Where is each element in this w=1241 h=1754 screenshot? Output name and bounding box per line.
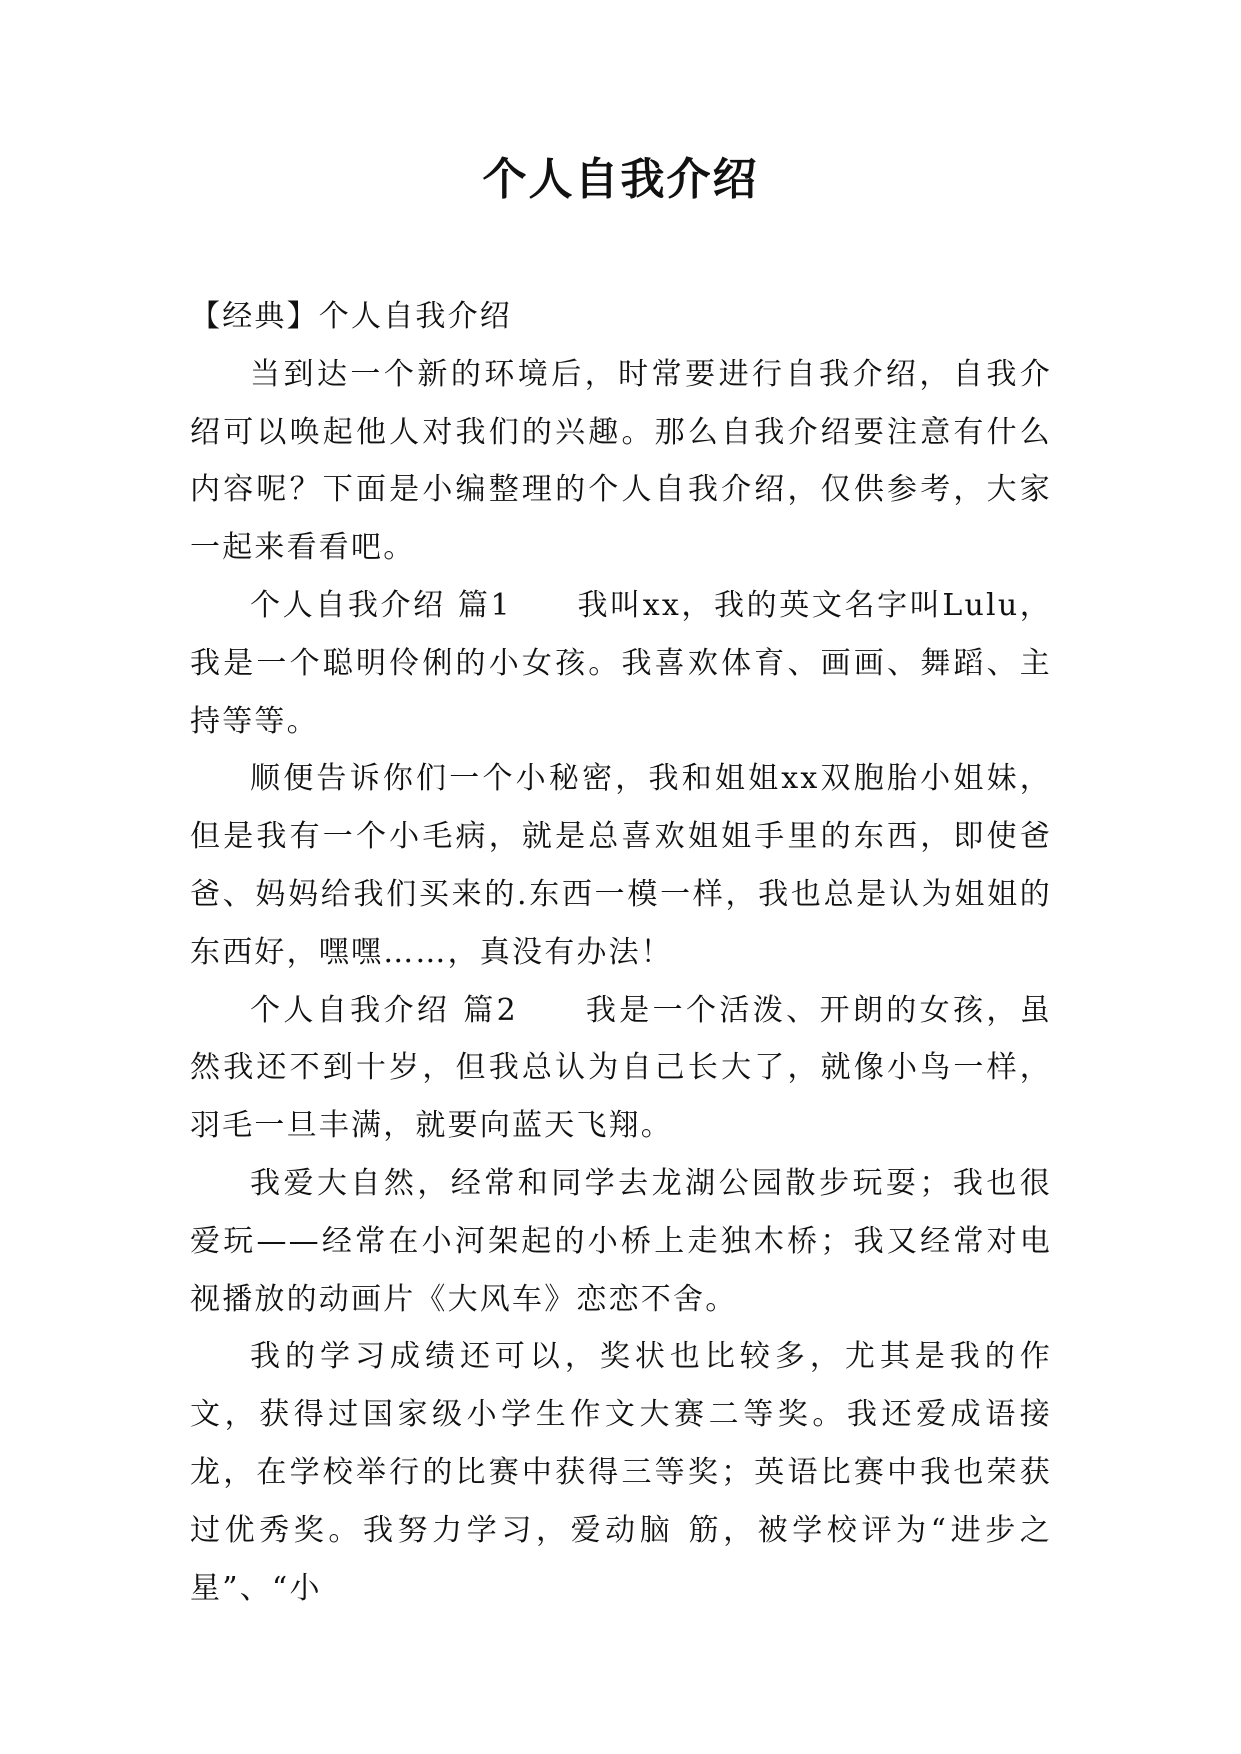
paragraph-intro: 当到达一个新的环境后，时常要进行自我介绍，自我介绍可以唤起他人对我们的兴趣。那么自我介绍要注意有什么内容呢？下面是小编整理的个人自我介绍，仅供参考，大家一起来看看吧。 [190, 356, 1052, 566]
paragraph-section-1: 个人自我介绍 篇1 我叫xx，我的英文名字叫Lulu，我是一个聪明伶俐的小女孩。我喜欢体育、画画、舞蹈、主持等等。 [190, 587, 1052, 739]
paragraph-secret: 顺便告诉你们一个小秘密，我和姐姐xx双胞胎小姐妹，但是我有一个小毛病，就是总喜欢姐姐手里的东西，即使爸爸、妈妈给我们买来的.东西一模一样，我也总是认为姐姐的东西好，嘿嘿……，真没有办法！ [190, 761, 1052, 970]
paragraph-heading: 【经典】个人自我介绍 [190, 299, 512, 334]
paragraph-study: 我的学习成绩还可以，奖状也比较多，尤其是我的作文，获得过国家级小学生作文大赛二等奖。我还爱成语接龙，在学校举行的比赛中获得三等奖；英语比赛中我也荣获过优秀奖。我努力学习，爱动脑 筋，被学校评为“进步之星”、“小 [190, 1339, 1052, 1606]
paragraph-section-2: 个人自我介绍 篇2 我是一个活泼、开朗的女孩，虽然我还不到十岁，但我总认为自己长大了，就像小鸟一样，羽毛一旦丰满，就要向蓝天飞翔。 [190, 992, 1052, 1144]
document-body [190, 288, 1052, 1617]
paragraph-nature: 我爱大自然，经常和同学去龙湖公园散步玩耍；我也很爱玩——经常在小河架起的小桥上走独木桥；我又经常对电视播放的动画片《大风车》恋恋不舍。 [190, 1165, 1052, 1317]
document-title: 个人自我介绍 [482, 154, 759, 205]
